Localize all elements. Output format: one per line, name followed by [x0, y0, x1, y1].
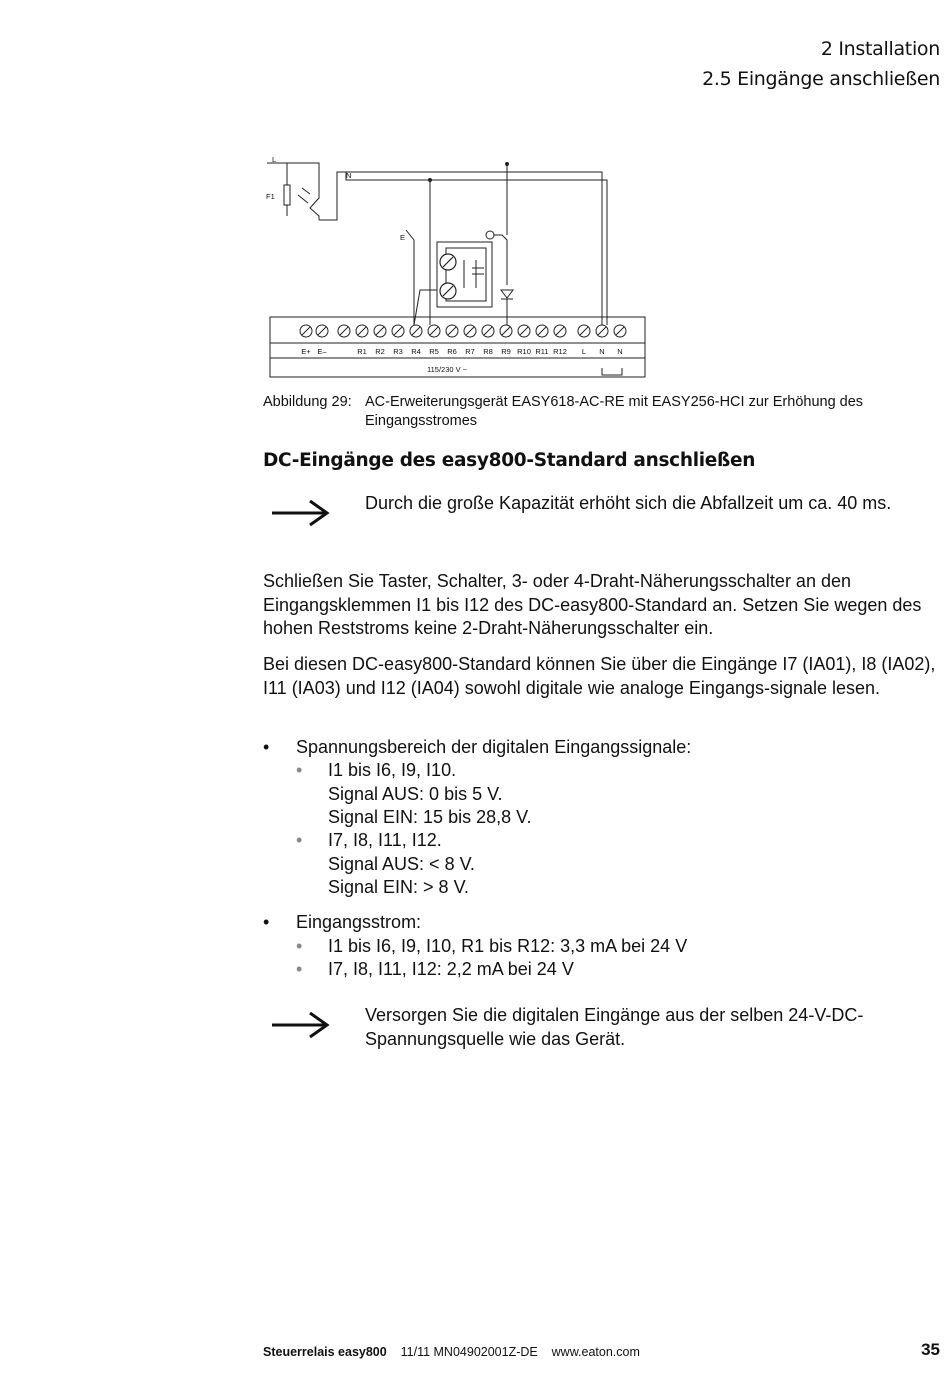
arrow-icon: [270, 498, 332, 528]
arrow-icon: [270, 1010, 332, 1040]
footer-product: Steuerrelais easy800: [263, 1345, 387, 1359]
terminal-label: L: [581, 347, 587, 356]
label-F1: F1: [266, 192, 275, 201]
terminal-label: R12: [553, 347, 567, 356]
terminal-label: N: [599, 347, 605, 356]
chapter-header: 2 Installation: [820, 38, 940, 60]
list-item-text: Eingangsstrom:: [296, 912, 422, 932]
caption-text: AC-Erweiterungsgerät EASY618-AC-RE mit EASY256-HCI zur Erhöhung des Eingangsstromes: [365, 394, 864, 429]
label-E: E: [400, 233, 406, 242]
note-capacity: Durch die große Kapazität erhöht sich die Abfallzeit um ca. 40 ms.: [365, 493, 892, 513]
sub-list-item-text: I1 bis I6, I9, I10. Signal AUS: 0 bis 5 V. Signal EIN: 15 bis 28,8 V.: [328, 760, 532, 827]
section-header: 2.5 Eingänge anschließen: [702, 68, 940, 90]
terminal-label: R7: [465, 347, 475, 356]
footer: [263, 1345, 640, 1359]
terminal-label: R8: [483, 347, 493, 356]
sub-list-item-text: I1 bis I6, I9, I10, R1 bis R12: 3,3 mA bei 24 V: [328, 936, 688, 956]
terminal-label: R11: [535, 347, 549, 356]
terminal-label: E+: [301, 347, 311, 356]
bullet-icon: •: [263, 737, 270, 757]
label-L: L: [272, 155, 277, 164]
terminal-label: R10: [517, 347, 531, 356]
bullet-icon: •: [296, 830, 303, 850]
terminal-label: E–: [317, 347, 327, 356]
terminal-label: R2: [375, 347, 385, 356]
terminal-label: R4: [411, 347, 421, 356]
bullet-icon: •: [296, 760, 303, 780]
footer-url[interactable]: www.eaton.com: [551, 1345, 640, 1359]
terminal-label: R3: [393, 347, 403, 356]
bullet-icon: •: [263, 912, 270, 932]
caption-label: Abbildung 29:: [263, 394, 352, 410]
bullet-icon: •: [296, 936, 303, 956]
footer-doc: 11/11 MN04902001Z-DE: [400, 1345, 538, 1359]
terminal-label: N: [617, 347, 623, 356]
label-voltage: 115/230 V ~: [427, 365, 468, 374]
paragraph-terminals: Schließen Sie Taster, Schalter, 3- oder 4-Draht-Näherungsschalter an den Eingangsklemmen I1 bis I12 des DC-easy800-Standard an. Setzen Sie wegen des hohen Reststroms keine 2-Draht-Näherungsschalter ein.: [263, 571, 922, 638]
terminal-label: R1: [357, 347, 367, 356]
list-item-text: Spannungsbereich der digitalen Eingangssignale:: [296, 737, 692, 757]
label-N: N: [346, 171, 352, 180]
terminal-label: R9: [501, 347, 511, 356]
paragraph-analog: Bei diesen DC-easy800-Standard können Sie über die Eingänge I7 (IA01), I8 (IA02), I11 (IA03) und I12 (IA04) sowohl digitale wie analoge Eingangs-signale lesen.: [263, 654, 936, 698]
page-number: 35: [921, 1340, 940, 1359]
bullet-icon: •: [296, 959, 303, 979]
note-power-supply: Versorgen Sie die digitalen Eingänge aus der selben 24-V-DC-Spannungsquelle wie das Gerät.: [365, 1005, 864, 1049]
terminal-label: R5: [429, 347, 439, 356]
wiring-diagram: [262, 150, 652, 385]
sub-list-item-text: I7, I8, I11, I12: 2,2 mA bei 24 V: [328, 959, 574, 979]
section-heading: DC-Eingänge des easy800-Standard anschließen: [263, 450, 756, 471]
sub-list-item-text: I7, I8, I11, I12. Signal AUS: < 8 V. Signal EIN: > 8 V.: [328, 830, 475, 897]
terminal-label: R6: [447, 347, 457, 356]
